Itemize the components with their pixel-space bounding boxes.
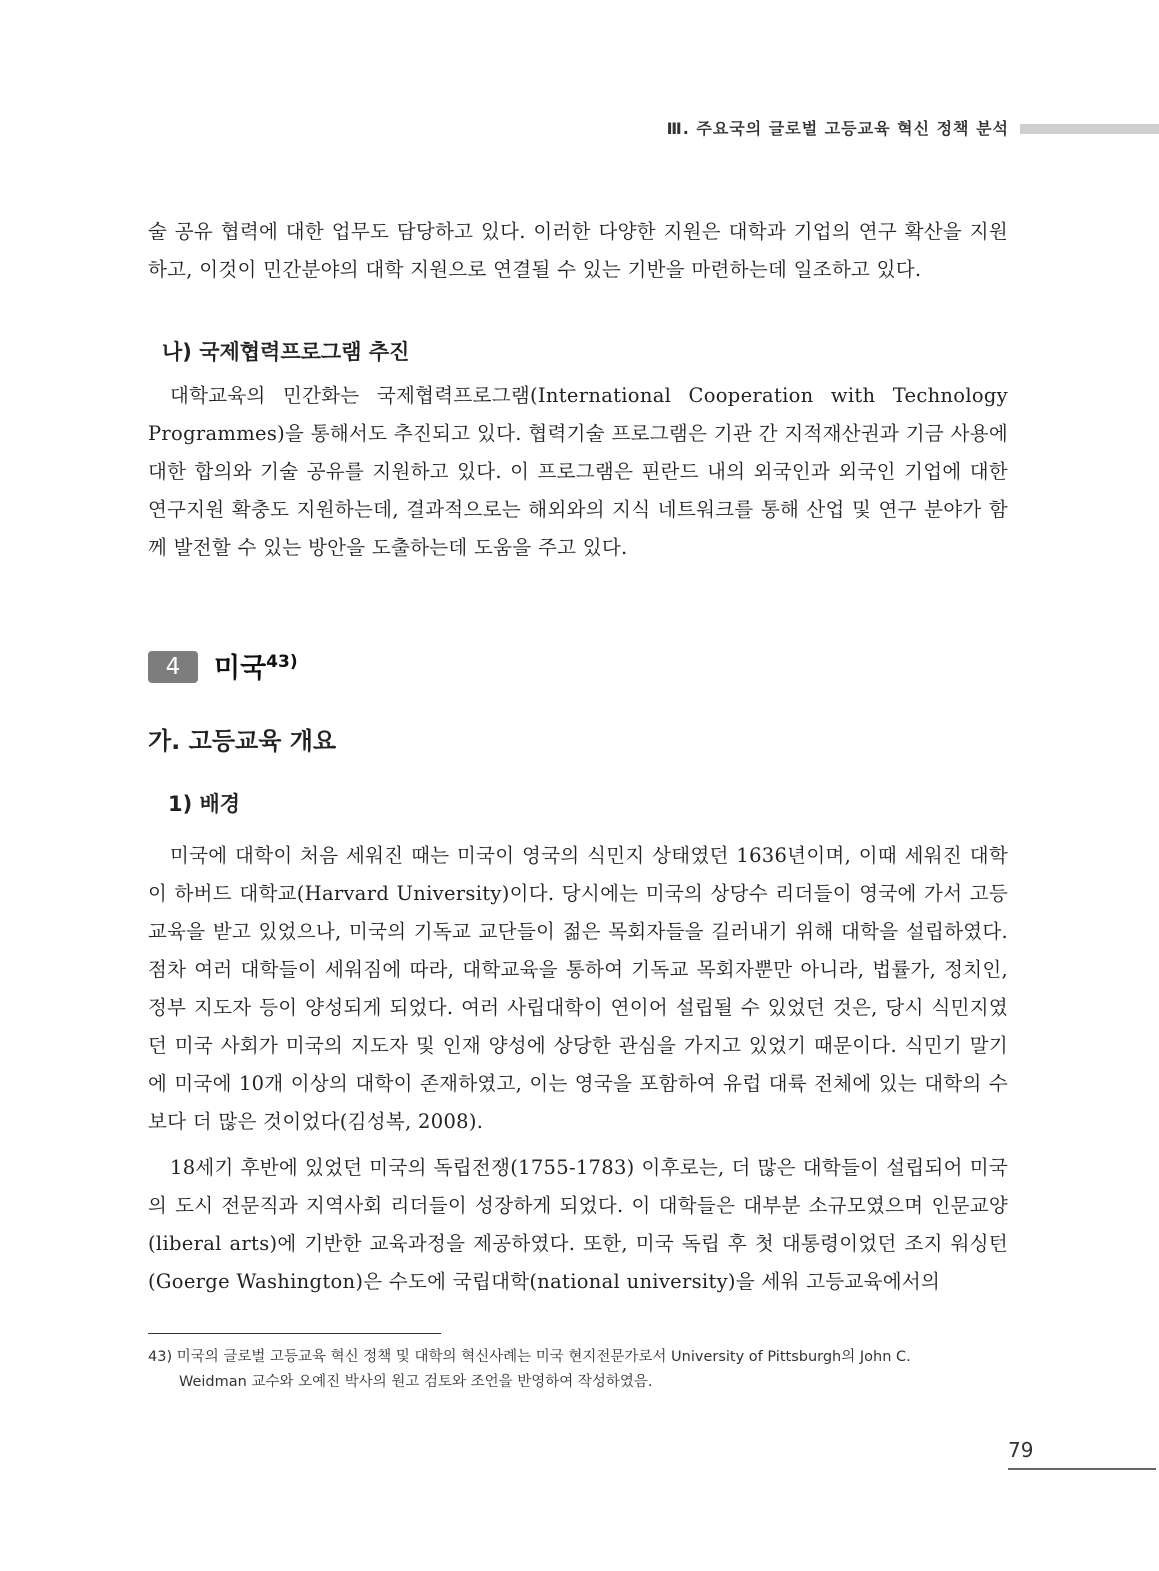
footnote: [148, 1345, 1018, 1395]
running-header-title: Ⅲ. 주요국의 글로벌 고등교육 혁신 정책 분석: [666, 119, 1009, 138]
page-number-rule: [1008, 1468, 1156, 1470]
section-title: [214, 646, 298, 685]
footnote-line-2: Weidman 교수와 오예진 박사의 원고 검토와 조언을 반영하여 작성하였음.: [179, 1374, 653, 1390]
section-number-badge: 4: [148, 651, 198, 683]
footnote-line-1: 43) 미국의 글로벌 고등교육 혁신 정책 및 대학의 혁신사례는 미국 현지전문가로서 University of Pittsburgh의 John C.: [148, 1349, 911, 1365]
footnote-reference: 43): [266, 652, 298, 672]
header-bar: [1020, 124, 1159, 134]
subheading-international-cooperation: 나) 국제협력프로그램 추진: [162, 340, 410, 364]
paragraph-4: 18세기 후반에 있었던 미국의 독립전쟁(1755-1783) 이후로는, 더 많은 대학들이 설립되어 미국의 도시 전문직과 지역사회 리더들이 성장하게 되었다. 이 대학들은 대부분 소규모였으며 인문교양(liberal arts)에 기반한 교육과정을 제공하였다. 또한, 미국 독립 후 첫 대통령이었던 조지 워싱턴(Goerge Washington)은 수도에 국립대학(national university)을 세워 고등교육에서의: [148, 1156, 1008, 1293]
paragraph-3: 미국에 대학이 처음 세워진 때는 미국이 영국의 식민지 상태였던 1636년이며, 이때 세워진 대학이 하버드 대학교(Harvard University)이다. 당시에는 미국의 상당수 리더들이 영국에 가서 고등교육을 받고 있었으나, 미국의 기독교 교단들이 젊은 목회자들을 길러내기 위해 대학을 설립하였다. 점차 여러 대학들이 세워짐에 따라, 대학교육을 통하여 기독교 목회자뿐만 아니라, 법률가, 정치인, 정부 지도자 등이 양성되게 되었다. 여러 사립대학이 연이어 설립될 수 있었던 것은, 당시 식민지였던 미국 사회가 미국의 지도자 및 인재 양성에 상당한 관심을 가지고 있었기 때문이다. 식민기 말기에 미국에 10개 이상의 대학이 존재하였고, 이는 영국을 포함하여 유럽 대륙 전체에 있는 대학의 수보다 더 많은 것이었다(김성복, 2008).: [148, 844, 1008, 1133]
paragraph-2: 대학교육의 민간화는 국제협력프로그램(International Cooperation with Technology Programmes)을 통해서도 추진되고 있다. 협력기술 프로그램은 기관 간 지적재산권과 기금 사용에 대한 합의와 기술 공유를 지원하고 있다. 이 프로그램은 핀란드 내의 외국인과 외국인 기업에 대한 연구지원 확충도 지원하는데, 결과적으로는 해외와의 지식 네트워크를 통해 산업 및 연구 분야가 함께 발전할 수 있는 방안을 도출하는데 도움을 주고 있다.: [148, 384, 1008, 559]
subsection-title: 가. 고등교육 개요: [148, 727, 337, 755]
item-title-background: 1) 배경: [168, 792, 241, 816]
section-title-text: 미국: [214, 653, 267, 684]
footnote-rule: [148, 1333, 441, 1334]
page-number: 79: [1008, 1438, 1034, 1462]
paragraph-1: 술 공유 협력에 대한 업무도 담당하고 있다. 이러한 다양한 지원은 대학과 기업의 연구 확산을 지원하고, 이것이 민간분야의 대학 지원으로 연결될 수 있는 기반을 마련하는데 일조하고 있다.: [148, 220, 1008, 281]
